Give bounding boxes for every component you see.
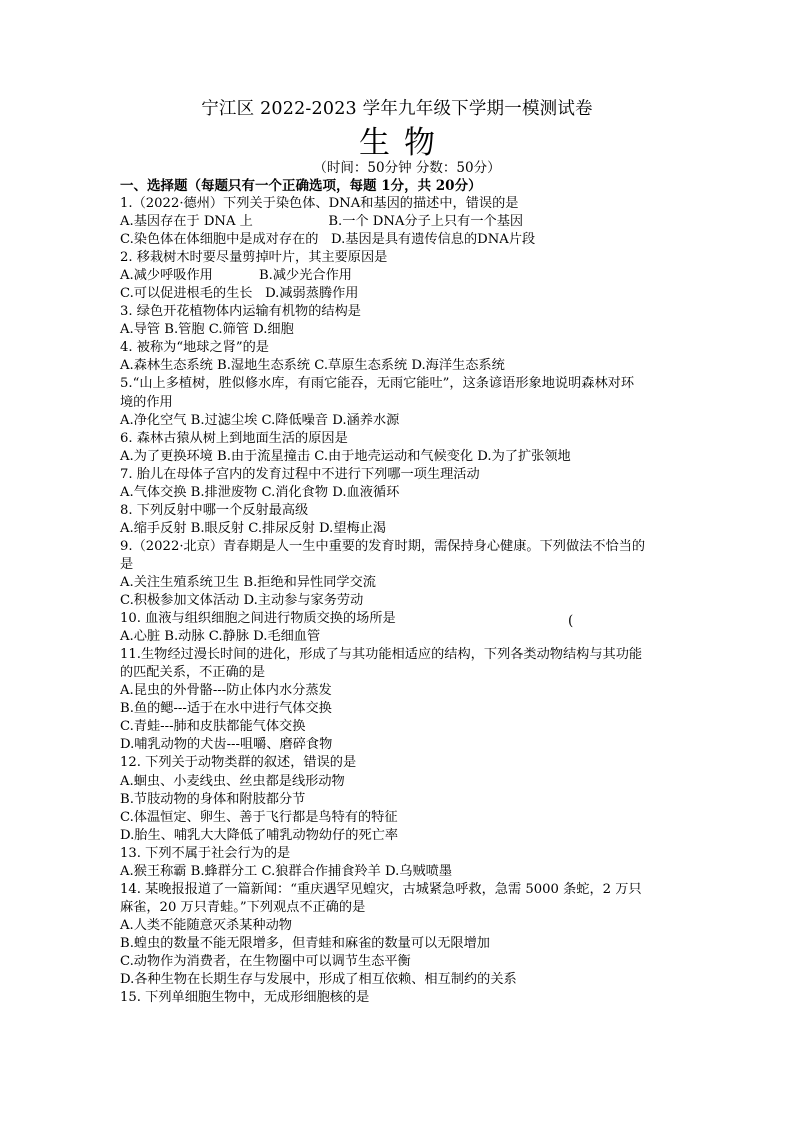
question-line: A.净化空气 B.过滤尘埃 C.降低噪音 D.涵养水源	[120, 412, 400, 428]
question-line: 5.“山上多植树，胜似修水库，有雨它能吞，无雨它能吐”，这条谚语形象地说明森林对环	[120, 376, 634, 392]
question-line: A.森林生态系统 B.湿地生态系统 C.草原生态系统 D.海洋生态系统	[120, 358, 505, 374]
section-heading: 一、选择题（每题只有一个正确选项，每题 1分，共 20分）	[120, 178, 482, 194]
question-line: 12. 下列关于动物类群的叙述，错误的是	[120, 755, 357, 771]
question-line: 麻雀，20 万只青蛙。”下列观点不正确的是	[120, 899, 366, 915]
question-line: A.减少呼吸作用 B.减少光合作用	[120, 268, 352, 284]
question-line: C.可以促进根毛的生长 D.减弱蒸腾作用	[120, 286, 359, 302]
question-line: 14. 某晚报报道了一篇新闻：“重庆遇罕见蝗灾，古城紧急呼救，急需 5000 条蛇，2 万只	[120, 881, 642, 897]
exam-info: （时间：50分钟 分数：50分）	[313, 160, 501, 176]
question-line: 的匹配关系，不正确的是	[120, 665, 266, 681]
question-line: 13. 下列不属于社会行为的是	[120, 845, 291, 861]
question-line: A.为了更换环境 B.由于流星撞击 C.由于地壳运动和气候变化 D.为了扩张领地	[120, 448, 571, 464]
question-line: C.染色体在体细胞中是成对存在的 D.基因是具有遗传信息的DNA片段	[120, 232, 536, 248]
subject-heading: 生物	[359, 125, 449, 161]
question-line: A.导管 B.管胞 C.筛管 D.细胞	[120, 322, 294, 338]
question-line: 是	[120, 556, 134, 572]
question-line: 11.生物经过漫长时间的进化，形成了与其功能相适应的结构，下列各类动物结构与其功能	[120, 647, 643, 663]
question-line: 8. 下列反射中哪一个反射最高级	[120, 502, 309, 518]
question-line: 15. 下列单细胞生物中，无成形细胞核的是	[120, 990, 370, 1006]
question-line: 1.（2022·德州）下列关于染色体、DNA和基因的描述中，错误的是	[120, 196, 519, 211]
question-line: 10. 血液与组织细胞之间进行物质交换的场所是	[120, 611, 396, 627]
question-line: A.昆虫的外骨骼---防止体内水分蒸发	[120, 683, 332, 699]
question-list	[120, 195, 680, 1007]
question-line: C.青蛙---肺和皮肤都能气体交换	[120, 719, 306, 735]
question-line: D.哺乳动物的犬齿---咀嚼、磨碎食物	[120, 737, 333, 753]
question-line: A.基因存在于 DNA 上 B.一个 DNA分子上只有一个基因	[120, 214, 524, 230]
exam-title: 宁江区 2022-2023 学年九年级下学期一模测试卷	[201, 99, 593, 119]
question-line: A.蛔虫、小麦线虫、丝虫都是线形动物	[120, 773, 345, 789]
question-line: C.积极参加文体活动 D.主动参与家务劳动	[120, 593, 364, 609]
question-line: 7. 胎儿在母体子宫内的发育过程中不进行下列哪一项生理活动	[120, 466, 480, 482]
answer-parenthesis: (	[568, 613, 574, 629]
question-line: C.体温恒定、卵生、善于飞行都是鸟特有的特征	[120, 809, 398, 825]
question-line: C.动物作为消费者，在生物圈中可以调节生态平衡	[120, 953, 411, 969]
question-line: A.心脏 B.动脉 C.静脉 D.毛细血管	[120, 629, 321, 645]
question-line: 9.（2022·北京）青春期是人一生中重要的发育时期，需保持身心健康。下列做法不恰当的	[120, 538, 646, 554]
question-line: 4. 被称为“地球之肾”的是	[120, 340, 269, 356]
question-line: D.胎生、哺乳大大降低了哺乳动物幼仔的死亡率	[120, 827, 399, 843]
question-line: B.鱼的鳃---适于在水中进行气体交换	[120, 701, 332, 717]
question-line: A.气体交换 B.排泄废物 C.消化食物 D.血液循环	[120, 484, 400, 500]
question-line: 3. 绿色开花植物体内运输有机物的结构是	[120, 304, 361, 320]
question-line: A.人类不能随意灭杀某种动物	[120, 917, 292, 933]
question-line: A.猴王称霸 B.蜂群分工 C.狼群合作捕食羚羊 D.乌贼喷墨	[120, 863, 453, 879]
question-line: 境的作用	[120, 394, 173, 410]
question-line: D.各种生物在长期生存与发展中，形成了相互依赖、相互制约的关系	[120, 972, 517, 988]
question-line: 2. 移栽树木时要尽量剪掉叶片，其主要原因是	[120, 250, 388, 266]
question-line: 6. 森林古猿从树上到地面生活的原因是	[120, 430, 348, 446]
question-line: B.节肢动物的身体和附肢都分节	[120, 791, 306, 807]
question-line: A.缩手反射 B.眼反射 C.排尿反射 D.望梅止渴	[120, 520, 387, 536]
question-line: A.关注生殖系统卫生 B.拒绝和异性同学交流	[120, 574, 376, 590]
question-line: B.蝗虫的数量不能无限增多，但青蛙和麻雀的数量可以无限增加	[120, 935, 490, 951]
